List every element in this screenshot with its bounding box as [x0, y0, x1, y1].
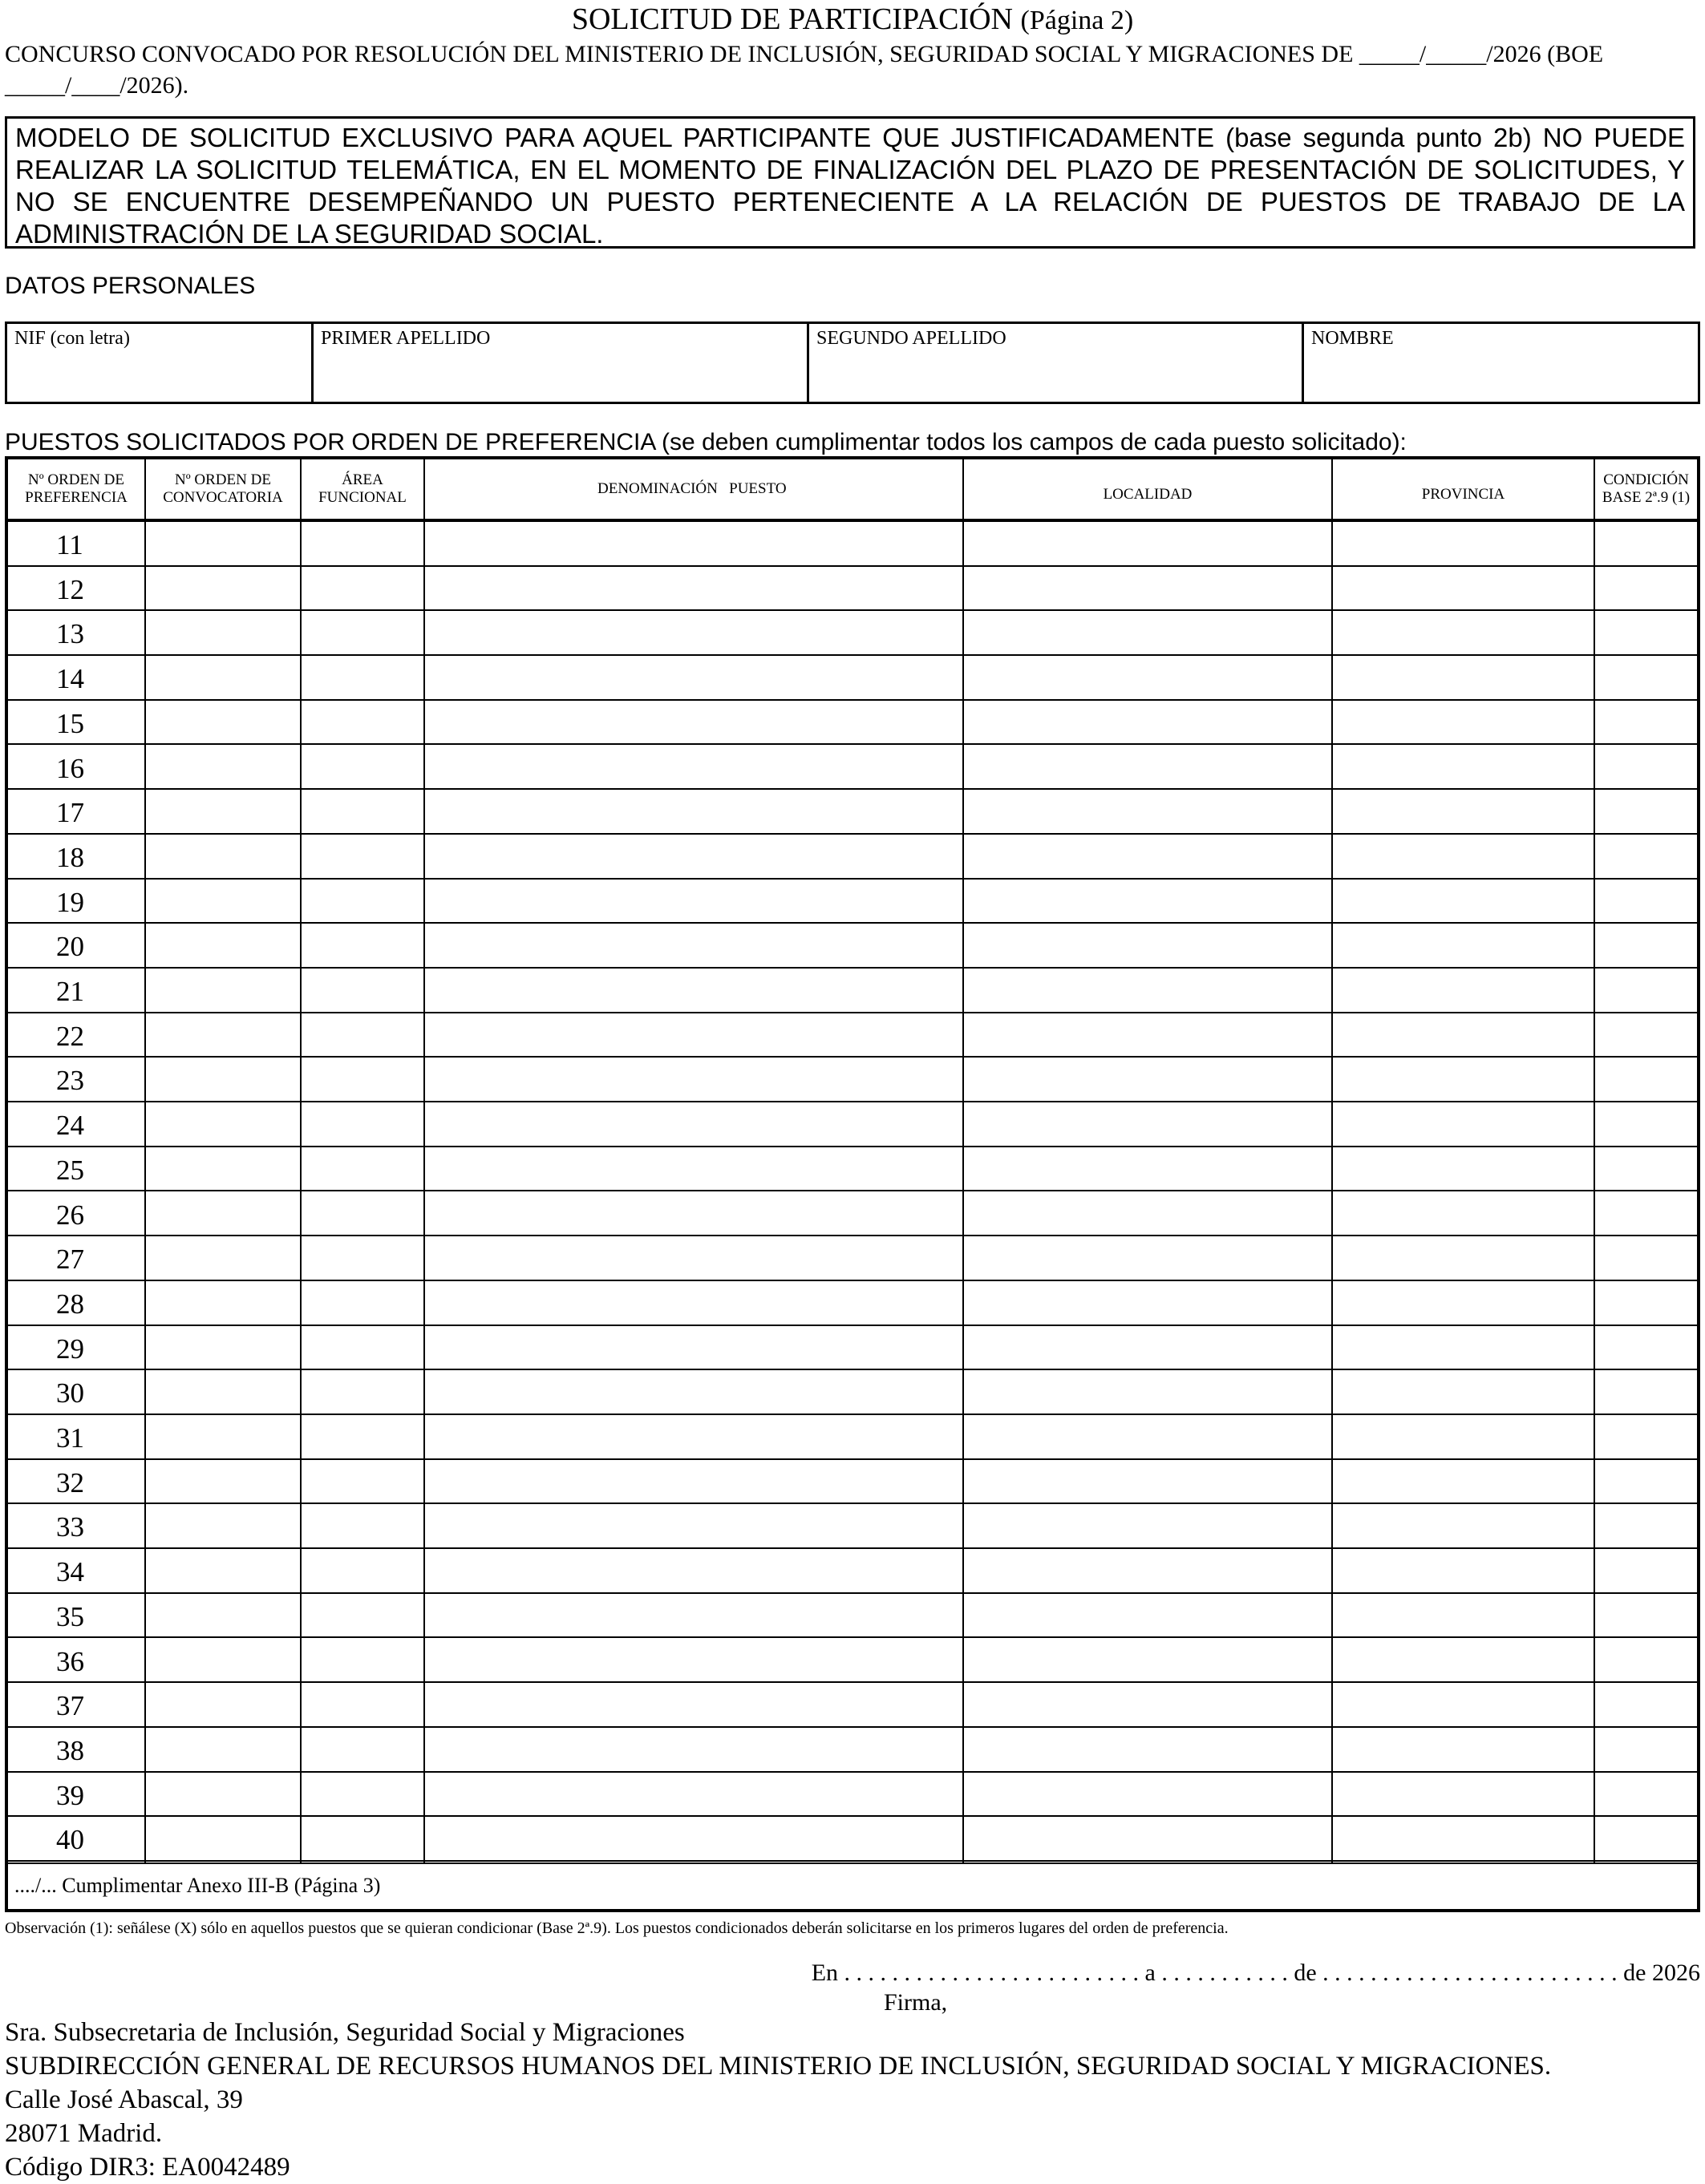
table-row[interactable] [8, 1236, 1697, 1281]
col-header-orden-convocatoria: Nº ORDEN DE CONVOCATORIA [163, 471, 283, 506]
preference-number: 18 [56, 841, 84, 873]
header-divider [962, 459, 964, 519]
table-row[interactable] [8, 1147, 1697, 1192]
preference-number: 39 [56, 1779, 84, 1811]
table-row[interactable] [8, 1058, 1697, 1102]
second-surname-field[interactable] [807, 324, 1302, 402]
col-header-provincia: PROVINCIA [1421, 486, 1505, 503]
header-divider [144, 459, 146, 519]
table-row[interactable] [8, 1728, 1697, 1773]
table-row[interactable] [8, 746, 1697, 791]
nif-field[interactable] [7, 324, 311, 402]
table-row[interactable] [8, 1102, 1697, 1147]
preference-number: 21 [56, 976, 84, 1007]
address-recipient: Sra. Subsecretaria de Inclusión, Seguridad Social y Migraciones [5, 2018, 685, 2047]
page-title [0, 2, 1705, 38]
preference-number: 33 [56, 1511, 84, 1543]
preference-number: 23 [56, 1065, 84, 1097]
table-row[interactable] [8, 1683, 1697, 1728]
title-text: SOLICITUD DE PARTICIPACIÓN [571, 2, 1013, 36]
preference-number: 20 [56, 931, 84, 963]
table-row[interactable] [8, 790, 1697, 835]
concurso-text: CONCURSO CONVOCADO POR RESOLUCIÓN DEL MINISTERIO DE INCLUSIÓN, SEGURIDAD SOCIAL Y MIGRACIONES DE _____/_____/2026 (BOE _____/____/2026). [5, 41, 1604, 99]
table-row[interactable] [8, 611, 1697, 656]
table-row[interactable] [8, 1281, 1697, 1326]
header-divider [1594, 459, 1595, 519]
observation-note: Observación (1): señálese (X) sólo en aquellos puestos que se quieran condicionar (Base 2ª.9). Los puestos condicionados deberán solicitarse en los primeros lugares del orden de preferencia. [5, 1919, 1229, 1937]
column-divider [1594, 522, 1595, 1862]
col-header-area-funcional: ÁREA FUNCIONAL [318, 471, 407, 506]
col-header-condicion: CONDICIÓN BASE 2ª.9 (1) [1602, 471, 1691, 506]
continuation-text: ..../... Cumplimentar Anexo III-B (Página 3) [14, 1874, 381, 1897]
table-row[interactable] [8, 522, 1697, 567]
name-field[interactable] [1302, 324, 1698, 402]
table-row[interactable] [8, 1326, 1697, 1371]
column-divider [300, 522, 302, 1862]
table-row[interactable] [8, 924, 1697, 969]
preference-number: 36 [56, 1645, 84, 1677]
preference-number: 40 [56, 1824, 84, 1856]
table-row[interactable] [8, 1504, 1697, 1549]
address-department: SUBDIRECCIÓN GENERAL DE RECURSOS HUMANOS DEL MINISTERIO DE INCLUSIÓN, SEGURIDAD SOCIAL Y MIGRACIONES. [5, 2052, 1552, 2081]
column-divider [1331, 522, 1333, 1862]
table-row[interactable] [8, 1817, 1697, 1862]
col-header-localidad: LOCALIDAD [1103, 486, 1193, 503]
col-header-denominacion: DENOMINACIÓN PUESTO [597, 480, 787, 497]
preference-number: 13 [56, 618, 84, 650]
preference-number: 31 [56, 1422, 84, 1454]
preference-number: 19 [56, 886, 84, 918]
address-city: 28071 Madrid. [5, 2119, 163, 2148]
title-page-number: (Página 2) [1020, 6, 1134, 35]
header-divider [300, 459, 302, 519]
column-divider [144, 522, 146, 1862]
preference-number: 37 [56, 1690, 84, 1722]
preference-number: 32 [56, 1466, 84, 1498]
preference-number: 16 [56, 752, 84, 784]
table-row[interactable] [8, 1460, 1697, 1505]
preference-number: 27 [56, 1244, 84, 1276]
address-street: Calle José Abascal, 39 [5, 2085, 243, 2114]
header-divider [1331, 459, 1333, 519]
preference-number: 38 [56, 1734, 84, 1766]
table-row[interactable] [8, 1549, 1697, 1594]
table-continuation-row [8, 1862, 1697, 1909]
column-divider [423, 522, 425, 1862]
preference-number: 11 [56, 529, 83, 560]
table-row[interactable] [8, 567, 1697, 612]
table-row[interactable] [8, 1773, 1697, 1818]
positions-table-header [8, 459, 1697, 522]
preference-number: 17 [56, 797, 84, 829]
table-row[interactable] [8, 1639, 1697, 1684]
table-row[interactable] [8, 701, 1697, 746]
preference-number: 24 [56, 1110, 84, 1142]
table-row[interactable] [8, 1192, 1697, 1237]
first-surname-field[interactable] [311, 324, 807, 402]
table-row[interactable] [8, 880, 1697, 924]
preference-number: 26 [56, 1199, 84, 1231]
table-row[interactable] [8, 1370, 1697, 1415]
address-dir3-code: Código DIR3: EA0042489 [5, 2153, 290, 2182]
table-row[interactable] [8, 835, 1697, 880]
positions-label: PUESTOS SOLICITADOS POR ORDEN DE PREFERENCIA (se deben cumplimentar todos los campos de cada puesto solicitado): [5, 429, 1407, 455]
first-surname-label: PRIMER APELLIDO [321, 328, 491, 349]
table-row[interactable] [8, 1594, 1697, 1639]
preference-number: 15 [56, 707, 84, 739]
preference-number: 28 [56, 1288, 84, 1320]
preference-number: 34 [56, 1556, 84, 1588]
personal-data-label: DATOS PERSONALES [5, 273, 256, 299]
table-row[interactable] [8, 1415, 1697, 1460]
positions-table [5, 456, 1700, 1912]
preference-number: 12 [56, 573, 84, 605]
name-field-label: NOMBRE [1311, 328, 1394, 349]
preference-number: 22 [56, 1020, 84, 1052]
table-row[interactable] [8, 656, 1697, 701]
table-row[interactable] [8, 1013, 1697, 1058]
signature-label: Firma, [884, 1989, 948, 2016]
header-divider [423, 459, 425, 519]
preference-number: 30 [56, 1377, 84, 1409]
preference-number: 14 [56, 663, 84, 695]
notice-box: MODELO DE SOLICITUD EXCLUSIVO PARA AQUEL PARTICIPANTE QUE JUSTIFICADAMENTE (base segunda punto 2b) NO PUEDE REALIZAR LA SOLICITUD TELEMÁTICA, EN EL MOMENTO DE FINALIZACIÓN DEL PLAZO DE PRESENTACIÓN DE SOLICITUDES, Y NO SE ENCUENTRE DESEMPEÑANDO UN PUESTO PERTENECIENTE A LA RELACIÓN DE PUESTOS DE TRABAJO DE LA ADMINISTRACIÓN DE LA SEGURIDAD SOCIAL. [5, 116, 1695, 249]
nif-field-label: NIF (con letra) [14, 328, 130, 349]
col-header-orden-preferencia: Nº ORDEN DE PREFERENCIA [25, 471, 128, 506]
place-date-line[interactable]: En . . . . . . . . . . . . . . . . . . . . . . . . . a . . . . . . . . . . . de . . . . . . . . . . . . . . . . . . . . . . . . . de 2026 [811, 1960, 1700, 1986]
preference-number: 35 [56, 1600, 84, 1632]
column-divider [962, 522, 964, 1862]
table-row[interactable] [8, 969, 1697, 1013]
preference-number: 25 [56, 1154, 84, 1186]
personal-data-fields [5, 322, 1700, 404]
second-surname-label: SEGUNDO APELLIDO [816, 328, 1006, 349]
preference-number: 29 [56, 1333, 84, 1365]
